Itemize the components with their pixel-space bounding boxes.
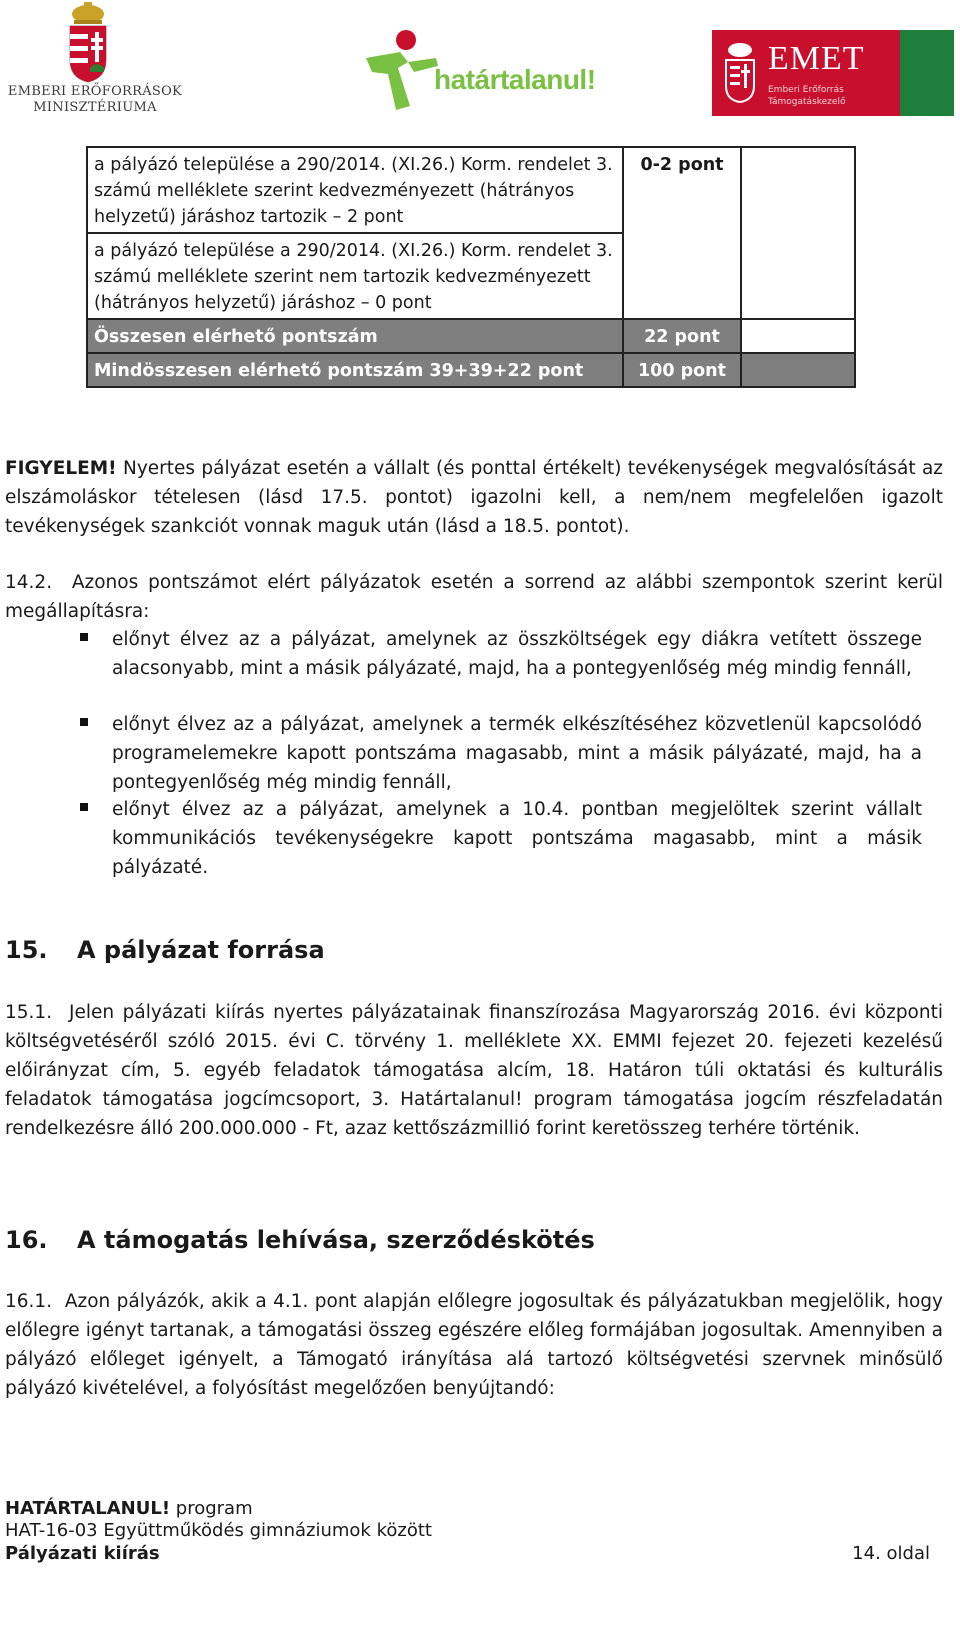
footer-program-suffix: program [170,1498,253,1519]
emmi-logo-text: EMBERI ERŐFORRÁSOK MINISZTÉRIUMA [7,84,183,115]
emet-subtitle: Emberi Erőforrás Támogatáskezelő [768,85,846,107]
points-cell: 0-2 pont [623,147,741,233]
table-row [87,233,855,319]
emet-logo [712,30,954,116]
footer-doc-type: Pályázati kiírás [5,1543,160,1564]
empty-cell [741,353,855,387]
notice-label: FIGYELEM! [5,458,117,479]
paragraph-text: Azonos pontszámot elért pályázatok esetén a sorrend az alábbi szempontok szerint kerül megállapításra: [5,572,943,622]
footer-program-name: HATÁRTALANUL! [5,1498,171,1519]
section-title: A támogatás lehívása, szerződéskötés [77,1226,595,1254]
hatartalanul-wordmark: határtalanul! [434,64,596,95]
bullet-icon [80,633,88,641]
paragraph-number: 14.2. [5,572,53,593]
total-value: 22 pont [623,319,741,353]
list-item: előnyt élvez az a pályázat, amelynek a 10.4. pontban megjelöltek szerint vállalt kommunikációs tevékenységekre kapott pontszáma magasabb, mint a másik pályázaté. [112,799,922,878]
empty-cell [741,233,855,319]
footer-program [5,1498,253,1519]
hatartalanul-logo [358,28,598,118]
paragraph-15-1 [5,998,943,1143]
footer-call-id: HAT-16-03 Együttműködés gimnáziumok között [5,1520,432,1541]
paragraph-16-1 [5,1287,943,1403]
grand-total-value: 100 pont [623,353,741,387]
notice-text: Nyertes pályázat esetén a vállalt (és ponttal értékelt) tevékenységek megvalósítását az elszámoláskor tételesen (lásd 17.5. pontot) igazolni kell, a nem/nem megfelelően igazolt tevékenységek szankciót vonnak maguk után (lásd a 18.5. pontot). [5,458,944,537]
paragraph-number: 15.1. [5,1002,53,1023]
section-title: A pályázat forrása [77,936,325,964]
paragraph-14-2 [5,568,943,626]
emet-wordmark: EMET [768,40,865,77]
section-number: 16. [5,1226,48,1254]
section-number: 15. [5,936,48,964]
points-cell [623,233,741,319]
criterion-cell: a pályázó települése a 290/2014. (XI.26.) Korm. rendelet 3. számú melléklete szerint kedvezményezett (hátrányos helyzetű) járáshoz tartozik – 2 pont [87,147,623,233]
section-heading-15 [5,936,325,964]
list-item: előnyt élvez az a pályázat, amelynek a termék elkészítéséhez közvetlenül kapcsolódó programelemekre kapott pontszáma magasabb, mint a másik pályázaté, majd, ha a pontegyenlőség még mindig fennáll, [112,714,922,793]
total-label: Összesen elérhető pontszám [87,319,623,353]
hungarian-coat-of-arms-icon [64,2,112,84]
emet-crest-icon [722,42,758,104]
notice-paragraph [5,454,943,541]
table-row-total [87,319,855,353]
paragraph-text: Jelen pályázati kiírás nyertes pályázatainak finanszírozása Magyarország 2016. évi központi költségvetéséről szóló 2015. évi C. törvény 1. melléklete XX. EMMI fejezet 20. fejezeti kezelésű előirányzat cím, 5. egyéb feladatok támogatása alcím, 18. Határon túli oktatási és kulturális feladatok támogatása jogcímcsoport, 3. Határtalanul! program támogatása jogcím részfeladatán rendelkezésre álló 200.000.000 - Ft, azaz kettőszázmillió forint keretösszeg terhére történik. [5,1002,943,1139]
table-row [87,147,855,233]
paragraph-number: 16.1. [5,1291,53,1312]
empty-cell [741,147,855,233]
paragraph-text: Azon pályázók, akik a 4.1. pont alapján előlegre jogosultak és pályázatukban megjelölik, hogy előlegre igényt tartanak, a támogatási összeg egészére előleg formájában jogosultak. Amennyiben a pályázó előleget igényelt, a Támogató irányítása alá tartozó költségvetési szervnek minősülő pályázó kivételével, a folyósítást megelőzően benyújtandó: [5,1291,943,1399]
emet-green-band [900,30,954,116]
list-item: előnyt élvez az a pályázat, amelynek az összköltségek egy diákra vetített összege alacsonyabb, mint a másik pályázaté, majd, ha a pontegyenlőség még mindig fennáll, [112,629,922,679]
table-row-grand-total [87,353,855,387]
page-number: 14. oldal [852,1543,930,1564]
scoring-table [86,146,856,388]
emmi-logo [4,2,184,118]
empty-cell [741,319,855,353]
bullet-icon [80,718,88,726]
criterion-cell: a pályázó települése a 290/2014. (XI.26.) Korm. rendelet 3. számú melléklete szerint nem tartozik kedvezményezett (hátrányos helyzetű) járáshoz – 0 pont [87,233,623,319]
grand-total-label: Mindösszesen elérhető pontszám 39+39+22 pont [87,353,623,387]
section-heading-16 [5,1226,595,1254]
bullet-icon [80,803,88,811]
